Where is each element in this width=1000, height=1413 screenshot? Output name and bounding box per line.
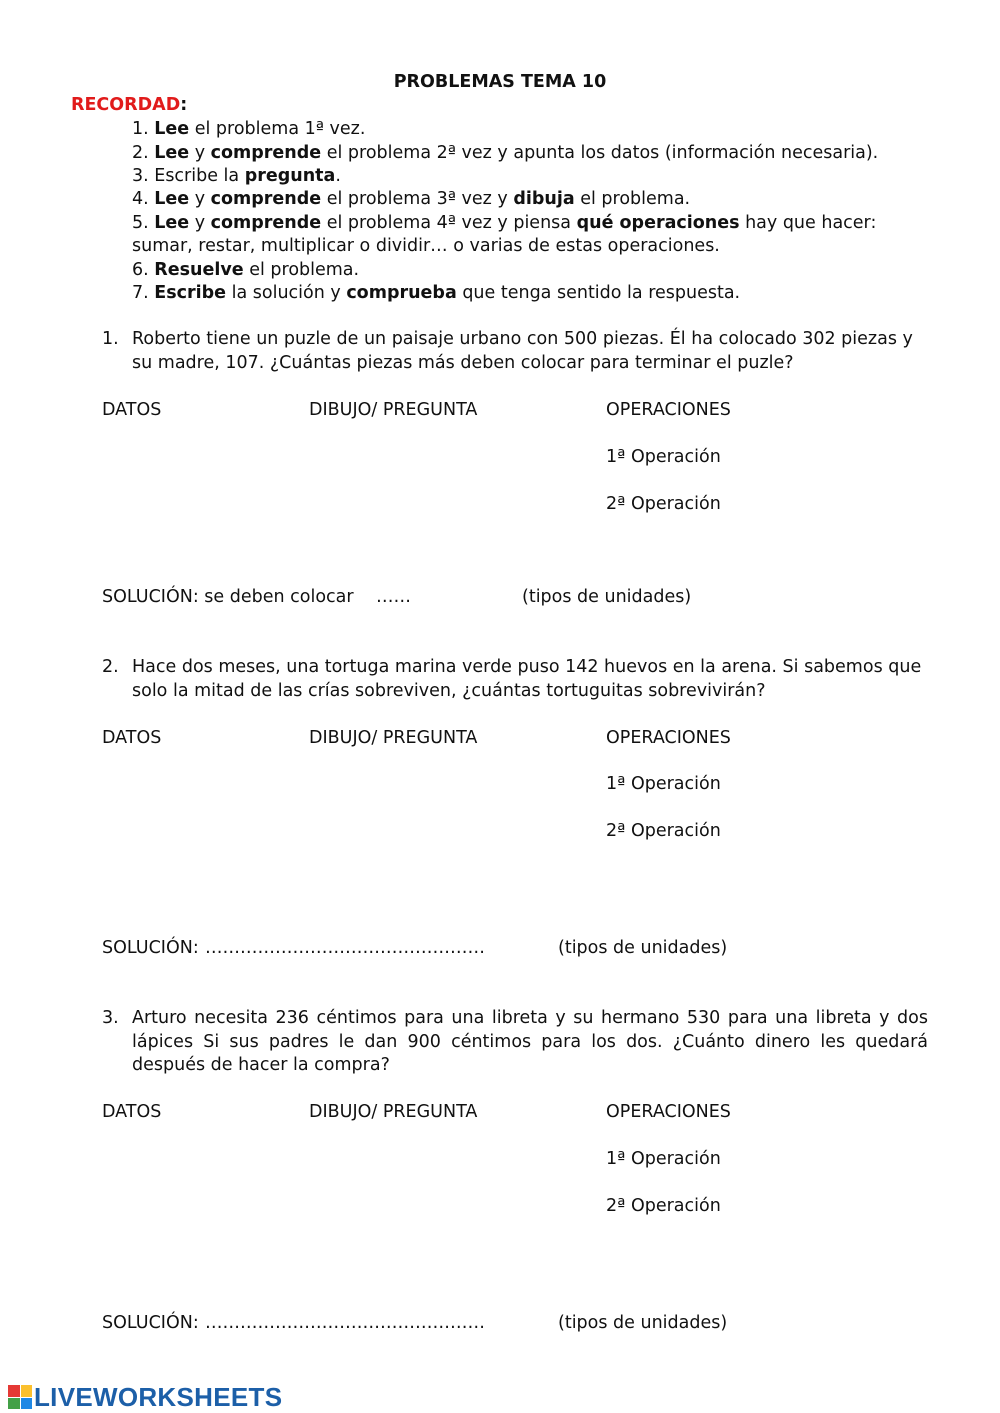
step-text: 2. — [132, 143, 155, 163]
step-text: el problema 2ª vez y apunta los datos (información necesaria). — [321, 143, 879, 163]
step-keyword: Lee — [154, 119, 190, 139]
datos-label: DATOS — [102, 728, 162, 748]
recordad-step — [132, 285, 740, 303]
step-text: que tenga sentido la respuesta. — [456, 283, 741, 303]
worksheet-title: PROBLEMAS TEMA 10 — [393, 72, 607, 92]
liveworksheets-logo[interactable] — [8, 1384, 282, 1410]
problem-number: 1. — [102, 329, 119, 349]
recordad-step — [132, 262, 359, 280]
operation-2-label: 2ª Operación — [606, 494, 721, 514]
step-text: 1. — [132, 119, 155, 139]
step-keyword: qué operaciones — [576, 213, 740, 233]
step-text: . — [335, 166, 341, 186]
operation-1-label: 1ª Operación — [606, 774, 721, 794]
datos-label: DATOS — [102, 400, 162, 420]
step-keyword: comprende — [210, 189, 322, 209]
problem-number: 2. — [102, 657, 119, 677]
units-label: (tipos de unidades) — [558, 1313, 728, 1333]
recordad-colon: : — [180, 95, 188, 115]
problem-number: 3. — [102, 1008, 119, 1028]
step-keyword: comprende — [210, 143, 322, 163]
liveworksheets-mark-icon — [8, 1385, 32, 1409]
operaciones-label: OPERACIONES — [606, 400, 731, 420]
dibujo-pregunta-label: DIBUJO/ PREGUNTA — [309, 1102, 478, 1122]
liveworksheets-wordmark: LIVEWORKSHEETS — [34, 1382, 283, 1412]
recordad-step — [132, 215, 876, 233]
step-text: el problema 3ª vez y — [321, 189, 514, 209]
step-text: 7. — [132, 283, 155, 303]
solution-blank: ………………………………………… — [205, 1313, 485, 1333]
operaciones-label: OPERACIONES — [606, 1102, 731, 1122]
step-keyword: Escribe — [154, 283, 227, 303]
recordad-heading — [71, 97, 187, 115]
step-text: el problema. — [243, 260, 360, 280]
solution-label: SOLUCIÓN: se deben colocar — [102, 587, 354, 607]
step-text: el problema. — [574, 189, 691, 209]
step-text: y — [189, 213, 211, 233]
step-keyword: Lee — [154, 189, 190, 209]
step-keyword: pregunta — [244, 166, 336, 186]
step-text: la solución y — [226, 283, 347, 303]
step-keyword: comprende — [210, 213, 322, 233]
problem-1-statement — [102, 328, 928, 375]
step-text: 6. — [132, 260, 155, 280]
step-text: hay que hacer: — [739, 213, 877, 233]
step-text: el problema 1ª vez. — [189, 119, 366, 139]
step-keyword: Resuelve — [154, 260, 244, 280]
step-keyword: dibuja — [513, 189, 575, 209]
problem-text: Arturo necesita 236 céntimos para una libreta y su hermano 530 para una libreta y dos lápices Si sus padres le dan 900 céntimos para los dos. ¿Cuánto dinero les quedará después de hacer la compra? — [132, 1008, 928, 1075]
operaciones-label: OPERACIONES — [606, 728, 731, 748]
units-label: (tipos de unidades) — [522, 587, 692, 607]
step-text: 4. — [132, 189, 155, 209]
step-text: y — [189, 189, 211, 209]
step-text: y — [189, 143, 211, 163]
logo-square-icon — [8, 1385, 20, 1397]
recordad-step — [132, 238, 720, 256]
logo-square-icon — [8, 1398, 20, 1410]
logo-square-icon — [21, 1385, 33, 1397]
step-text: 3. Escribe la — [132, 166, 245, 186]
solution-blank: ………………………………………… — [205, 938, 485, 958]
solution-label: SOLUCIÓN: — [102, 1313, 199, 1333]
problem-2-statement — [102, 656, 928, 703]
dibujo-pregunta-label: DIBUJO/ PREGUNTA — [309, 400, 478, 420]
recordad-label: RECORDAD — [71, 95, 181, 115]
problem-3-statement — [102, 1007, 928, 1078]
operation-2-label: 2ª Operación — [606, 821, 721, 841]
step-text: sumar, restar, multiplicar o dividir… o varias de estas operaciones. — [132, 236, 720, 256]
datos-label: DATOS — [102, 1102, 162, 1122]
step-keyword: Lee — [154, 213, 190, 233]
operation-1-label: 1ª Operación — [606, 447, 721, 467]
recordad-step — [132, 145, 878, 163]
logo-square-icon — [21, 1398, 33, 1410]
step-keyword: comprueba — [346, 283, 457, 303]
step-text: 5. — [132, 213, 155, 233]
dibujo-pregunta-label: DIBUJO/ PREGUNTA — [309, 728, 478, 748]
recordad-step — [132, 191, 690, 209]
operation-1-label: 1ª Operación — [606, 1149, 721, 1169]
step-text: el problema 4ª vez y piensa — [321, 213, 577, 233]
units-label: (tipos de unidades) — [558, 938, 728, 958]
step-keyword: Lee — [154, 143, 190, 163]
problem-text: Roberto tiene un puzle de un paisaje urbano con 500 piezas. Él ha colocado 302 piezas y su madre, 107. ¿Cuántas piezas más deben colocar para terminar el puzle? — [132, 329, 913, 373]
solution-label: SOLUCIÓN: — [102, 938, 199, 958]
solution-blank: …… — [376, 587, 411, 607]
recordad-step — [132, 121, 365, 139]
recordad-step — [132, 168, 341, 186]
operation-2-label: 2ª Operación — [606, 1196, 721, 1216]
problem-text: Hace dos meses, una tortuga marina verde puso 142 huevos en la arena. Si sabemos que solo la mitad de las crías sobreviven, ¿cuántas tortuguitas sobrevivirán? — [132, 657, 922, 701]
